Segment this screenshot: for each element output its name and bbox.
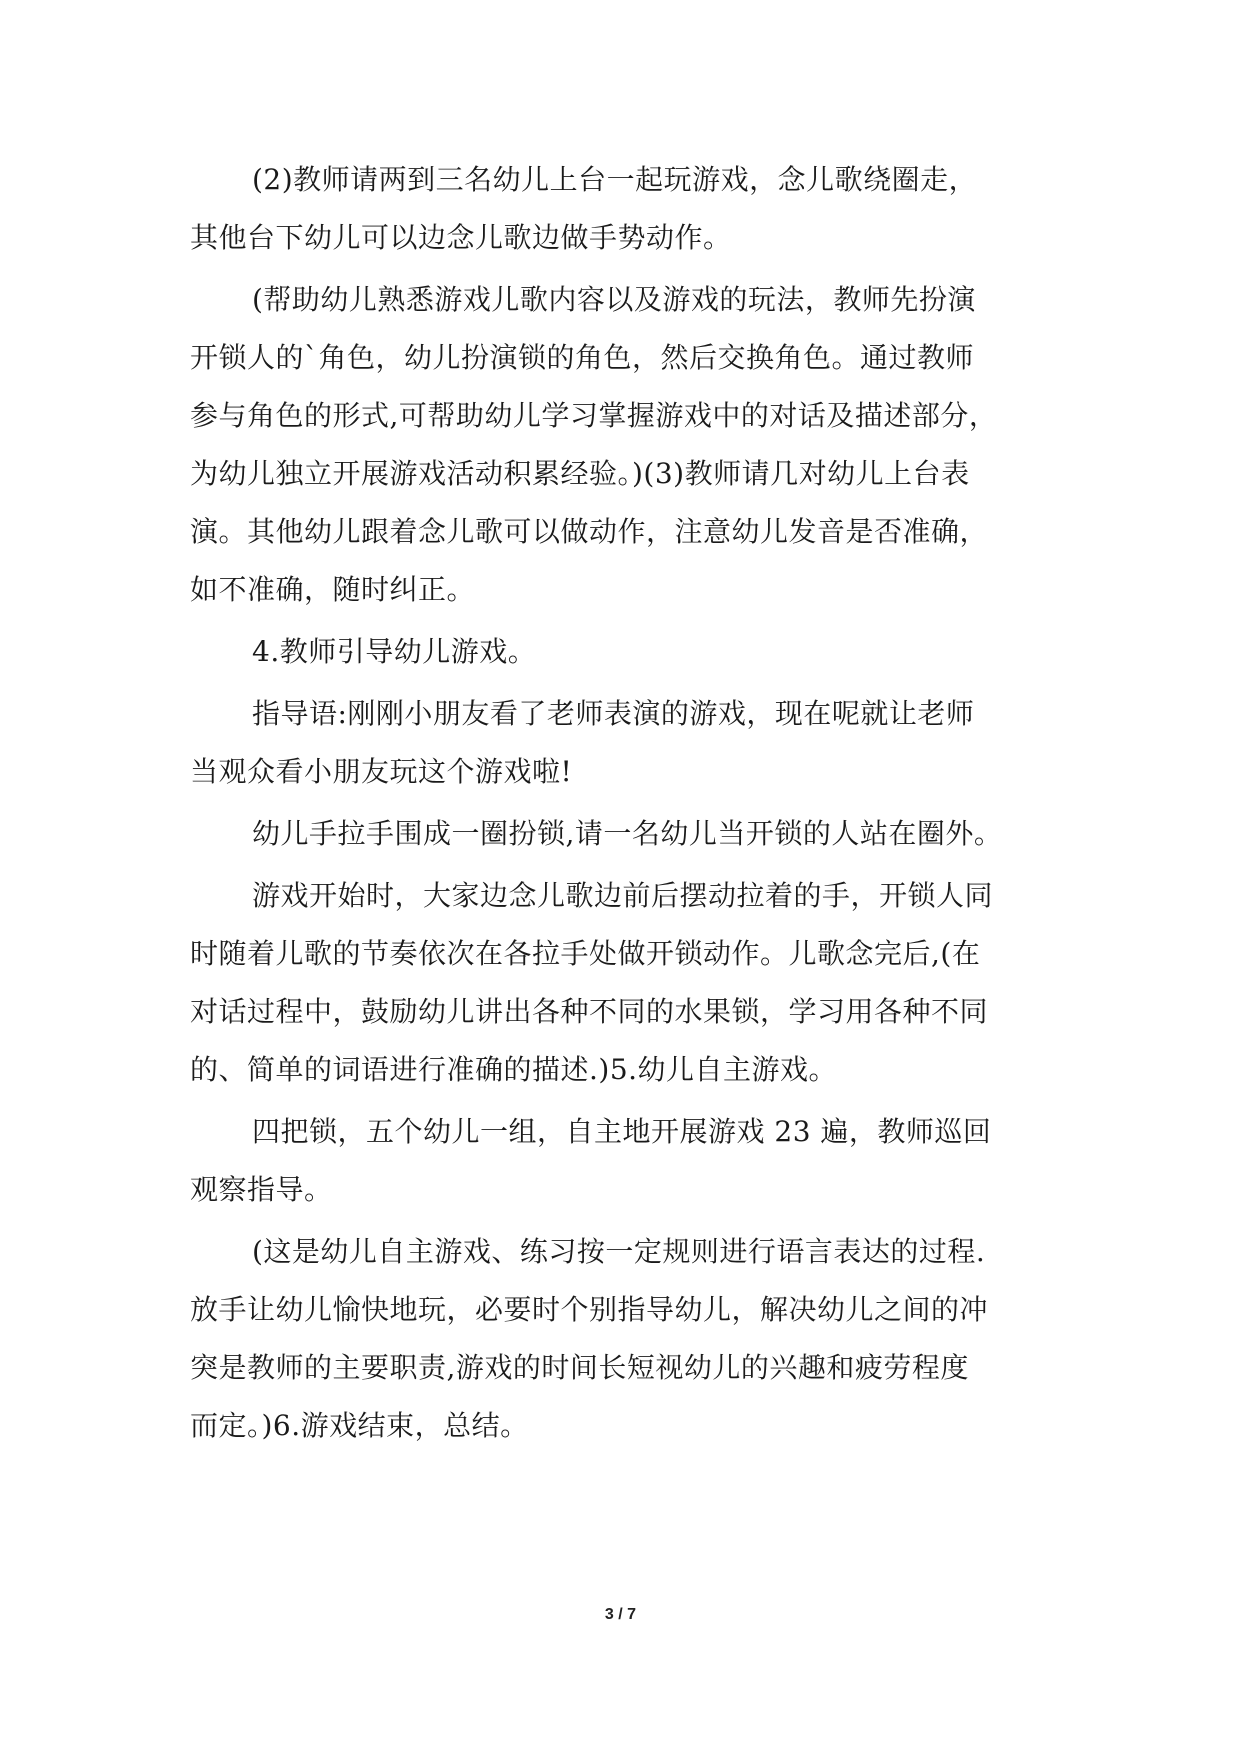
page-number: 3 / 7 [604, 1606, 637, 1623]
paragraph-line: (这是幼儿自主游戏、练习按一定规则进行语言表达的过程. [252, 1235, 986, 1268]
paragraph-line: 对话过程中，鼓励幼儿讲出各种不同的水果锁，学习用各种不同 [190, 995, 989, 1028]
paragraph-line: 如不准确，随时纠正。 [190, 573, 476, 606]
paragraph-line: 幼儿手拉手围成一圈扮锁,请一名幼儿当开锁的人站在圈外。 [252, 817, 1003, 850]
paragraph-line: 观察指导。 [190, 1173, 333, 1206]
paragraph-line: (帮助幼儿熟悉游戏儿歌内容以及游戏的玩法，教师先扮演 [252, 283, 976, 316]
paragraph-line: (2)教师请两到三名幼儿上台一起玩游戏，念儿歌绕圈走， [252, 163, 978, 196]
paragraph-line: 突是教师的主要职责,游戏的时间长短视幼儿的兴趣和疲劳程度 [190, 1351, 969, 1384]
paragraph-line: 时随着儿歌的节奏依次在各拉手处做开锁动作。儿歌念完后,(在 [190, 937, 981, 970]
paragraph-line: 参与角色的形式,可帮助幼儿学习掌握游戏中的对话及描述部分， [190, 399, 998, 432]
paragraph-line: 为幼儿独立开展游戏活动积累经验。)(3)教师请几对幼儿上台表 [190, 457, 970, 490]
paragraph-line: 四把锁，五个幼儿一组，自主地开展游戏 23 遍，教师巡回 [252, 1115, 992, 1148]
paragraph-line: 放手让幼儿愉快地玩，必要时个别指导幼儿，解决幼儿之间的冲 [190, 1293, 989, 1326]
paragraph-line: 而定。)6.游戏结束，总结。 [190, 1409, 529, 1442]
paragraph-line: 开锁人的`角色，幼儿扮演锁的角色，然后交换角色。通过教师 [190, 341, 975, 374]
paragraph-line: 当观众看小朋友玩这个游戏啦! [190, 755, 573, 788]
paragraph-line: 指导语:刚刚小朋友看了老师表演的游戏，现在呢就让老师 [252, 697, 975, 730]
section-heading: 4.教师引导幼儿游戏。 [252, 635, 537, 668]
paragraph-line: 的、简单的词语进行准确的描述.)5.幼儿自主游戏。 [190, 1053, 838, 1086]
paragraph-line: 演。其他幼儿跟着念儿歌可以做动作，注意幼儿发音是否准确， [190, 515, 989, 548]
paragraph-line: 游戏开始时，大家边念儿歌边前后摆动拉着的手，开锁人同 [252, 879, 994, 912]
paragraph-line: 其他台下幼儿可以边念儿歌边做手势动作。 [190, 221, 732, 254]
